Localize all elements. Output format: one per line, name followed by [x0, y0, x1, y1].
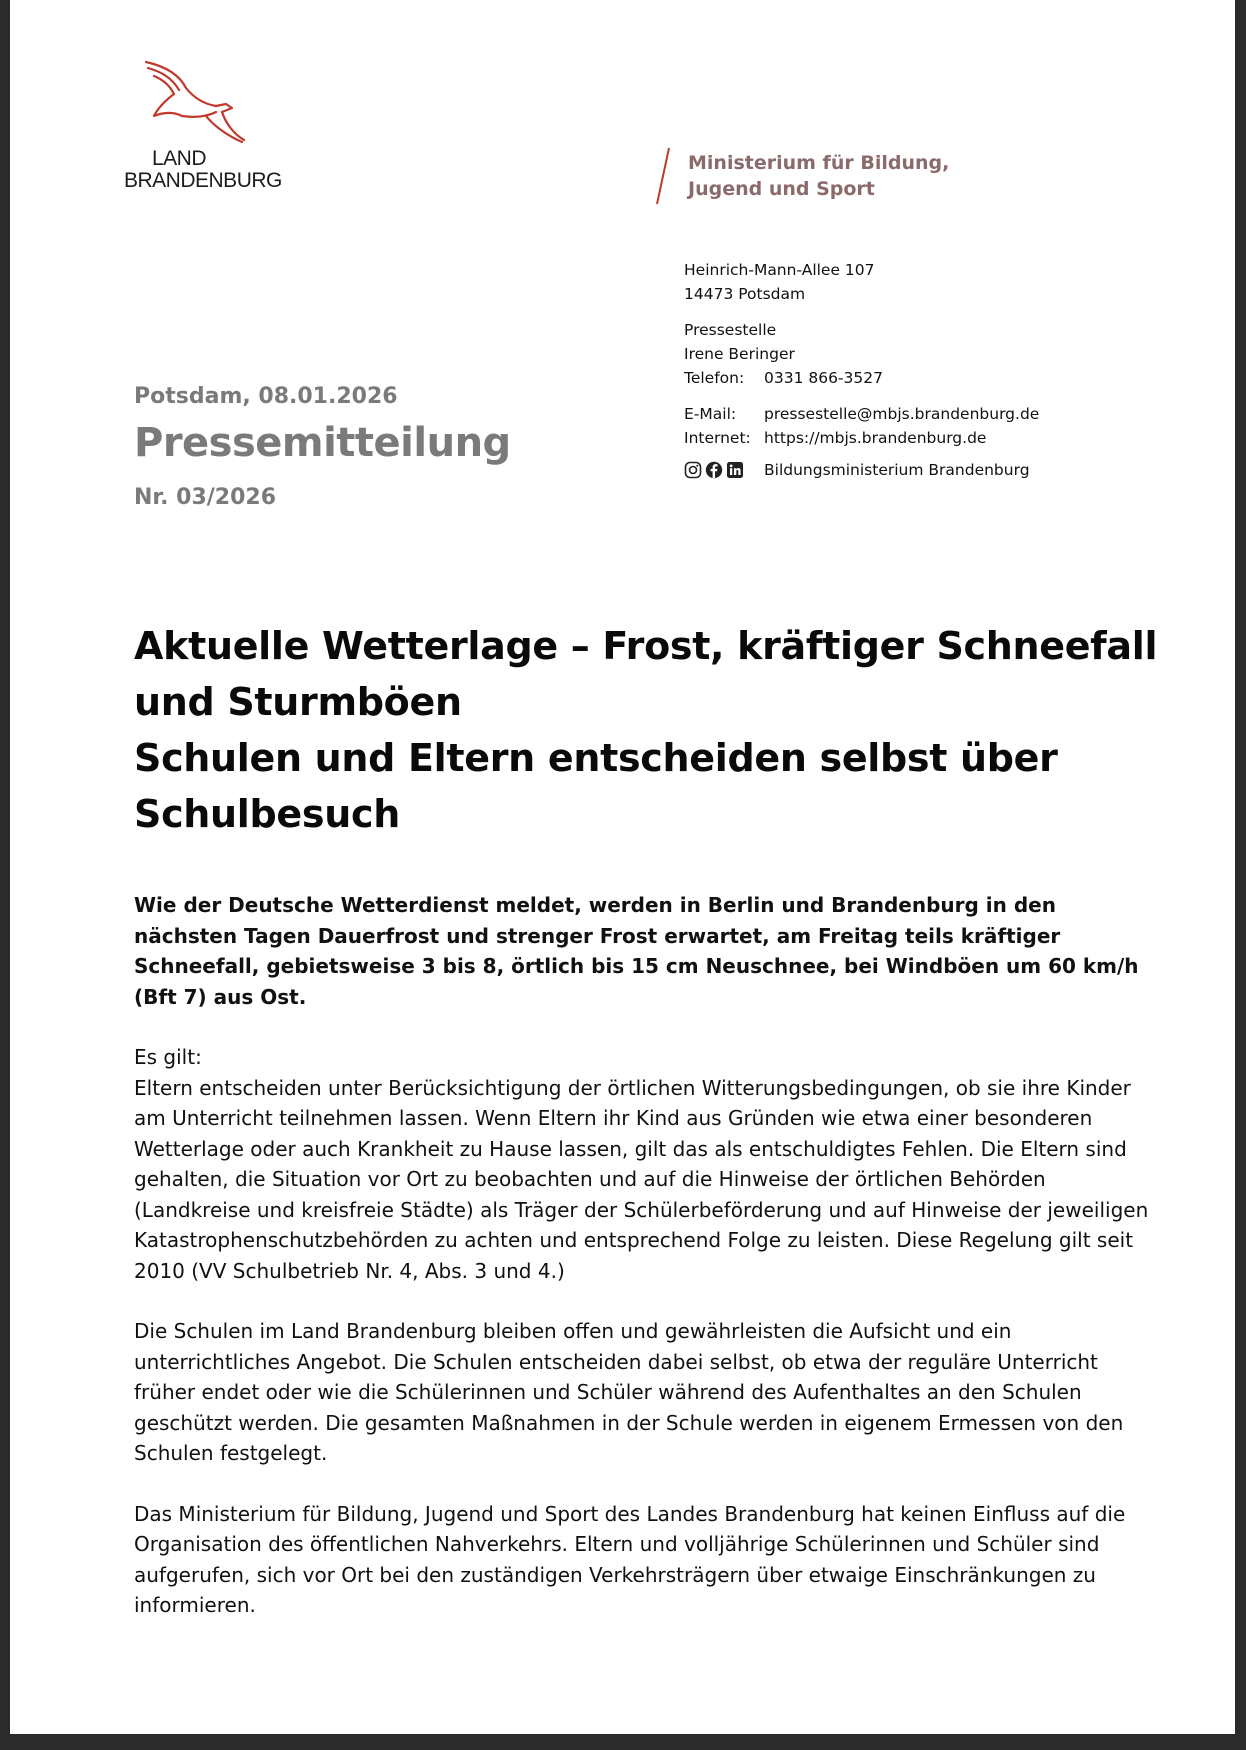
logo-wordmark: [124, 148, 284, 192]
eagle-icon: [124, 60, 284, 150]
facebook-icon[interactable]: [705, 461, 723, 479]
es-gilt-label: Es gilt:: [134, 1045, 202, 1069]
logo-line-land: LAND: [152, 147, 207, 170]
email-row: [684, 402, 1039, 426]
press-office-dept: Pressestelle: [684, 321, 777, 339]
press-office: [684, 318, 1039, 390]
headline-line-2: Schulen und Eltern entscheiden selbst über Schulbesuch: [134, 736, 1058, 836]
address-street: Heinrich-Mann-Allee 107: [684, 261, 875, 279]
paragraph-schools: Die Schulen im Land Brandenburg bleiben offen und gewährleisten die Aufsicht und ein unterrichtliches Angebot. Die Schulen entscheiden dabei selbst, ob etwa der reguläre Unterricht früher endet oder wie die Schülerinnen und Schüler während des Aufenthaltes an den Schulen geschützt werden. Die gesamten Maßnahmen in der Schule werden in eigenem Ermessen von den Schulen festgelegt.: [134, 1319, 1124, 1465]
address-city: 14473 Potsdam: [684, 285, 806, 303]
social-handle: Bildungsministerium Brandenburg: [764, 461, 1030, 479]
press-office-person: Irene Beringer: [684, 345, 795, 363]
paragraph-parents: Eltern entscheiden unter Berücksichtigung der örtlichen Witterungsbedingungen, ob sie ihre Kinder am Unterricht teilnehmen lassen. Wenn Eltern ihr Kind aus Gründen wie etwa einer besonderen Wetterlage oder auch Krankheit zu Hause lassen, gilt das als entschuldigtes Fehlen. Die Eltern sind gehalten, die Situation vor Ort zu beobachten und auf die Hinweise der örtlichen Behörden (Landkreise und kreisfreie Städte) als Träger der Schülerbeförderung und auf Hinweise der jeweiligen Katastrophenschutzbehörden zu achten und entsprechend Folge zu leisten. Diese Regelung gilt seit 2010 (VV Schulbetrieb Nr. 4, Abs. 3 und 4.): [134, 1075, 1149, 1283]
press-release-number: Nr. 03/2026: [134, 485, 277, 510]
social-row: [684, 458, 1039, 482]
paragraph-transport: Das Ministerium für Bildung, Jugend und Sport des Landes Brandenburg hat keinen Einfluss auf die Organisation des öffentlichen Nahverkehrs. Eltern und volljährige Schülerinnen und Schüler sind aufgerufen, sich vor Ort bei den zuständigen Verkehrsträgern über etwaige Einschränkungen zu informieren.: [134, 1501, 1126, 1617]
instagram-icon[interactable]: [684, 461, 702, 479]
headline: [134, 618, 1164, 842]
place-date: Potsdam, 08.01.2026: [134, 384, 398, 409]
web-label: Internet:: [684, 429, 751, 447]
phone-row: [684, 366, 1039, 390]
social-icons: [684, 461, 764, 479]
document-type-title: Pressemitteilung: [134, 420, 511, 466]
ministry-line-1: Ministerium für Bildung,: [688, 152, 950, 174]
ministry-name: [688, 150, 988, 202]
address: [684, 258, 1039, 306]
headline-line-1: Aktuelle Wetterlage – Frost, kräftiger Schneefall und Sturmböen: [134, 624, 1158, 724]
web-link[interactable]: https://mbjs.brandenburg.de: [764, 429, 987, 447]
phone-label: Telefon:: [684, 369, 745, 387]
contact-block: [684, 258, 1039, 494]
web-row: [684, 426, 1039, 450]
land-brandenburg-logo: [124, 60, 284, 200]
article-body: [134, 890, 1154, 1651]
email-link[interactable]: pressestelle@mbjs.brandenburg.de: [764, 405, 1040, 423]
logo-line-brandenburg: BRANDENBURG: [124, 169, 282, 192]
email-label: E-Mail:: [684, 405, 737, 423]
document-page: [10, 0, 1235, 1734]
linkedin-icon[interactable]: [726, 461, 744, 479]
ministry-line-2: Jugend und Sport: [688, 178, 875, 200]
lead-paragraph: Wie der Deutsche Wetterdienst meldet, werden in Berlin und Brandenburg in den nächsten Tagen Dauerfrost und strenger Frost erwartet, am Freitag teils kräftiger Schneefall, gebietsweise 3 bis 8, örtlich bis 15 cm Neuschnee, bei Windböen um 60 km/h (Bft 7) aus Ost.: [134, 893, 1139, 1009]
red-slash-icon: [653, 146, 673, 206]
phone-value: 0331 866-3527: [764, 369, 883, 387]
online-contact: [684, 402, 1039, 482]
